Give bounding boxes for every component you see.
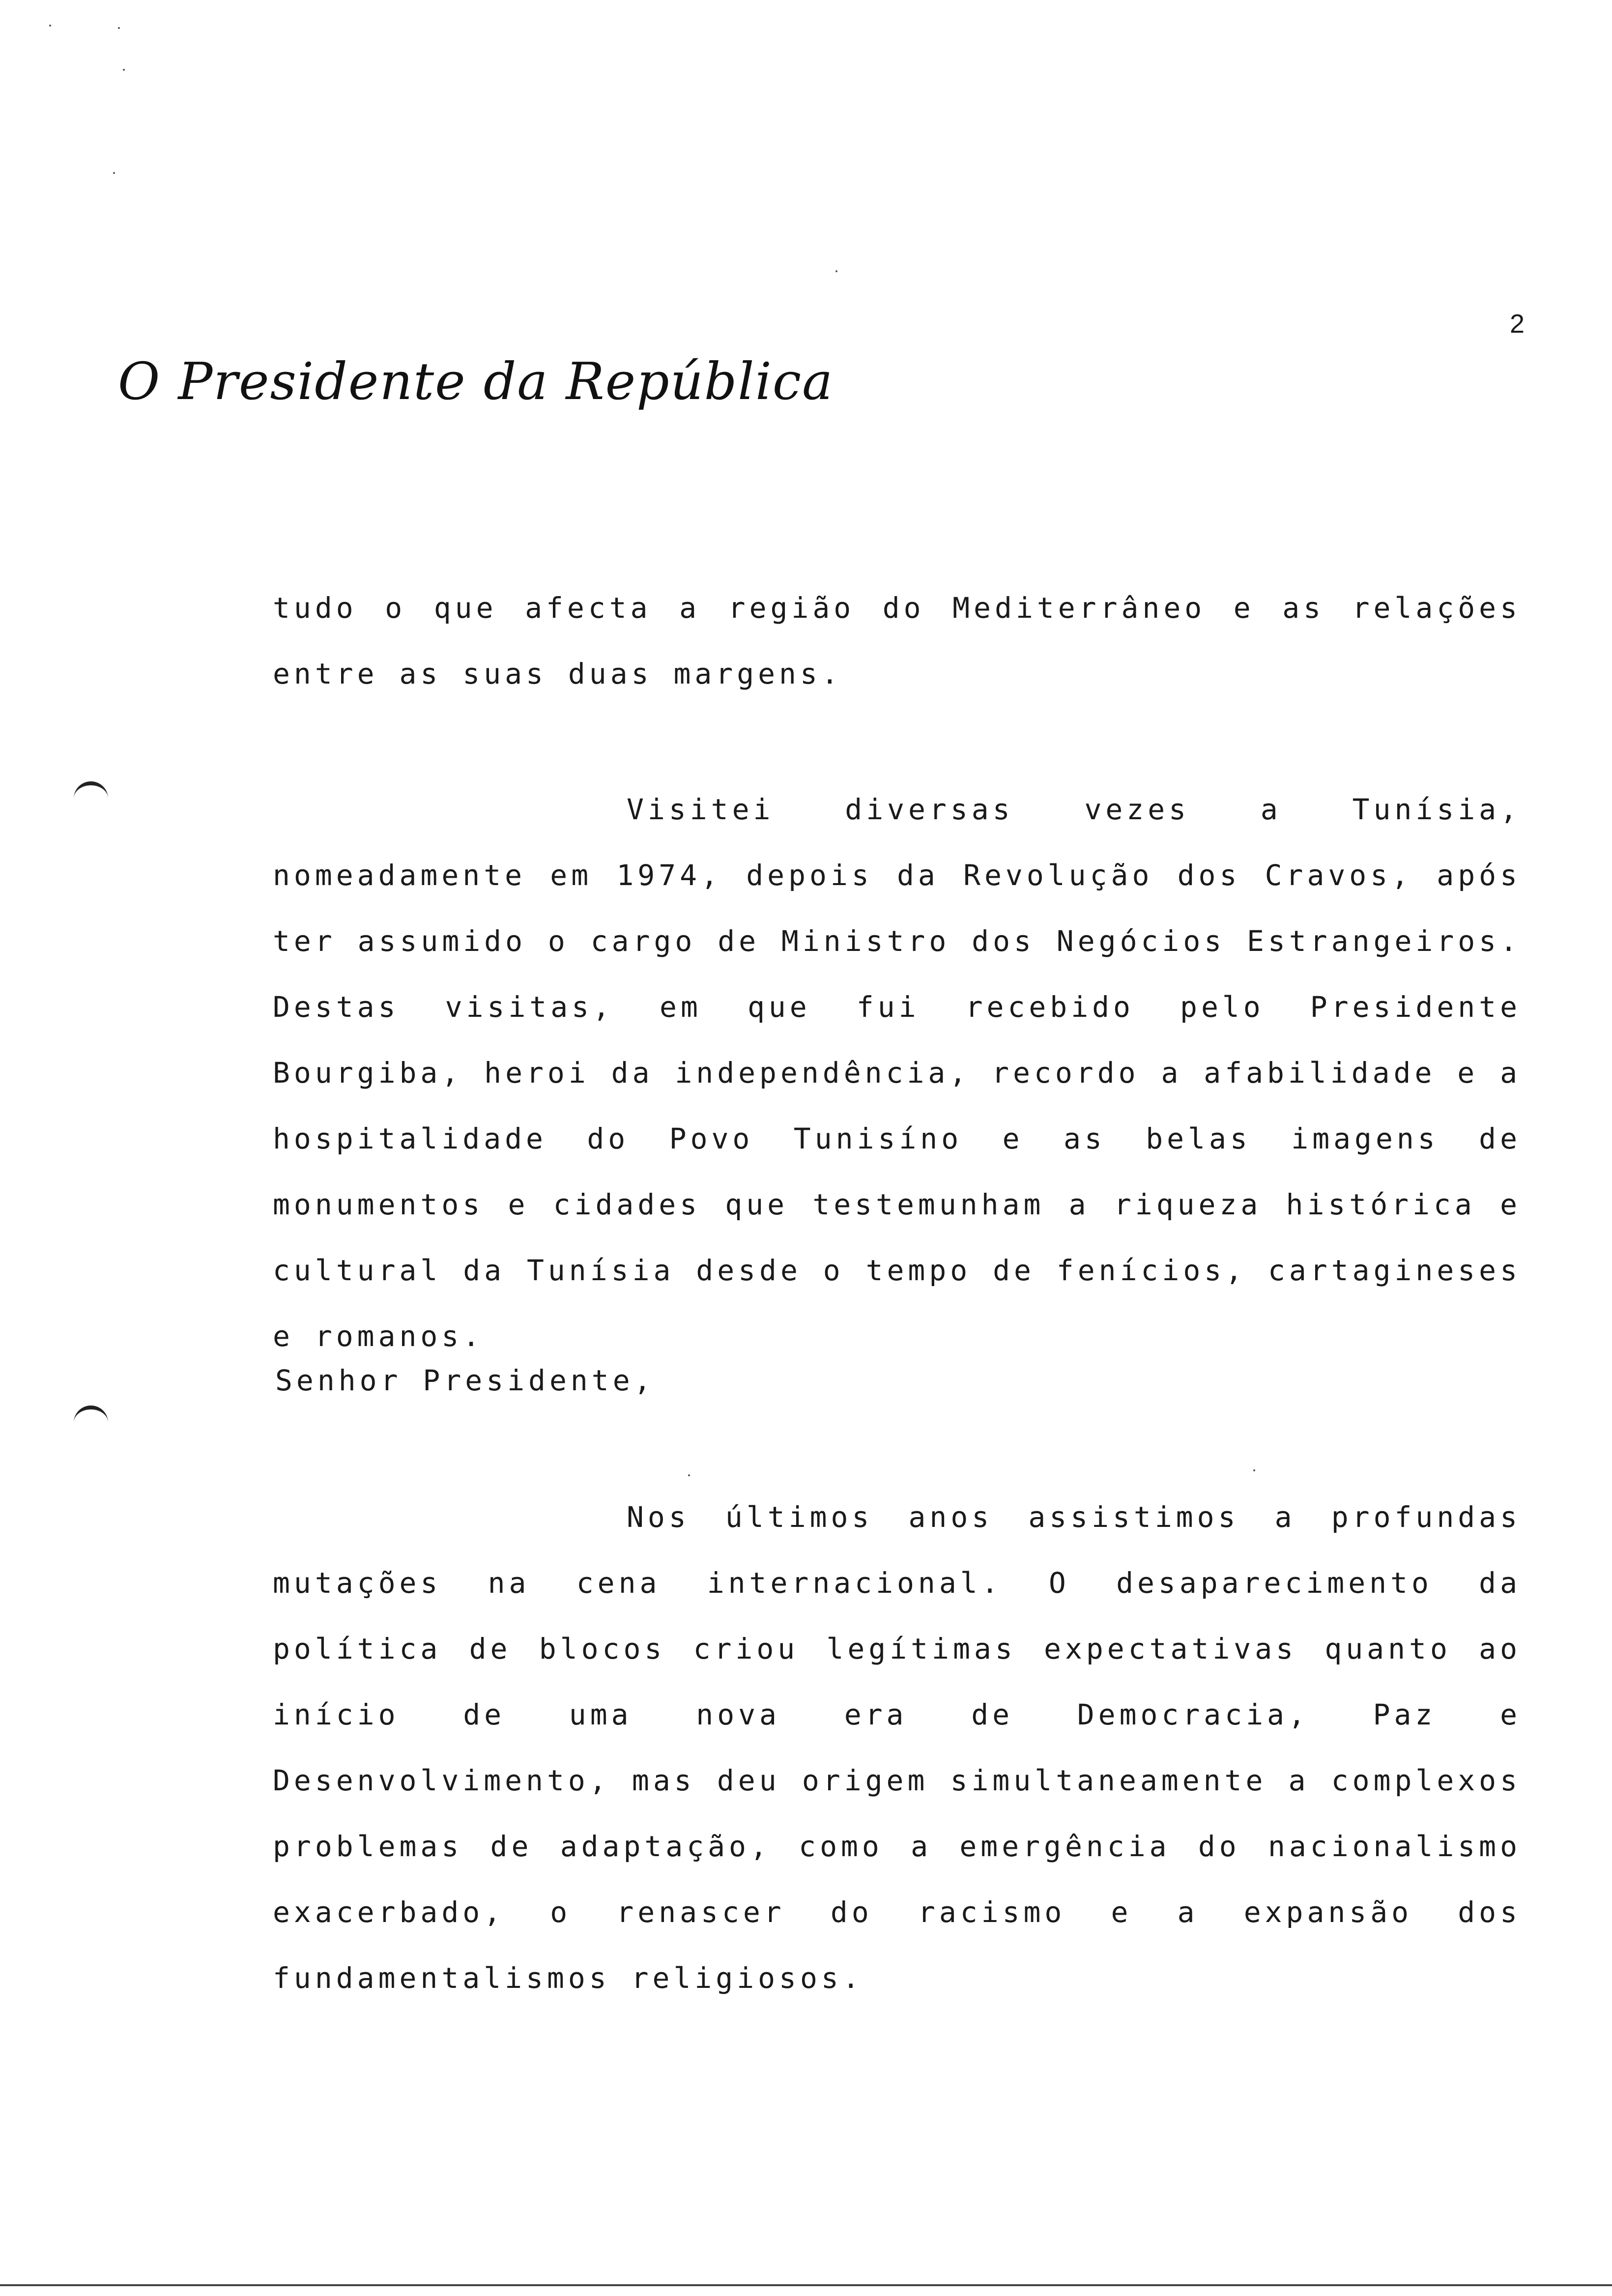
paragraph-visits: Visitei diversas vezes a Tunísia, nomeadamente em 1974, depois da Revolução dos Cravos, após ter assumido o cargo de Ministro dos Negócios Estrangeiros. Destas visitas, em que fui recebido pelo Presidente Bourgiba, heroi da independência, recordo a afabilidade e a hospitalidade do Povo Tunisíno e as belas imagens de monumentos e cidades que testemunham a riqueza histórica e cultural da Tunísia desde o tempo de fenícios, cartagineses e romanos. xyxy=(273,793,1521,1353)
scan-speck xyxy=(1253,1469,1255,1471)
salutation: Senhor Presidente, xyxy=(275,1364,655,1397)
scan-speck xyxy=(113,172,115,174)
paragraph-continuation: tudo o que afecta a região do Mediterrâneo e as relações entre as suas duas margens. xyxy=(273,591,1521,690)
margin-mark-icon xyxy=(74,781,108,803)
scan-speck xyxy=(49,25,51,27)
scan-speck xyxy=(118,27,120,29)
scan-speck xyxy=(835,270,837,272)
scan-bottom-edge xyxy=(0,2284,1612,2286)
paragraph-international-changes: Nos últimos anos assistimos a profundas mutações na cena internacional. O desaparecimento da política de blocos criou legítimas expectativas quanto ao início de uma nova era de Democracia, Paz e Desenvolvimento, mas deu origem simultaneamente a complexos problemas de adaptação, como a emergência do nacionalismo exacerbado, o renascer do racismo e a expansão dos fundamentalismos religiosos. xyxy=(273,1500,1521,1995)
letterhead-title: O Presidente da República xyxy=(118,351,834,411)
margin-mark-icon xyxy=(74,1406,108,1427)
scan-speck xyxy=(688,1474,690,1476)
page-number: 2 xyxy=(1509,309,1525,339)
scan-speck xyxy=(123,69,125,71)
